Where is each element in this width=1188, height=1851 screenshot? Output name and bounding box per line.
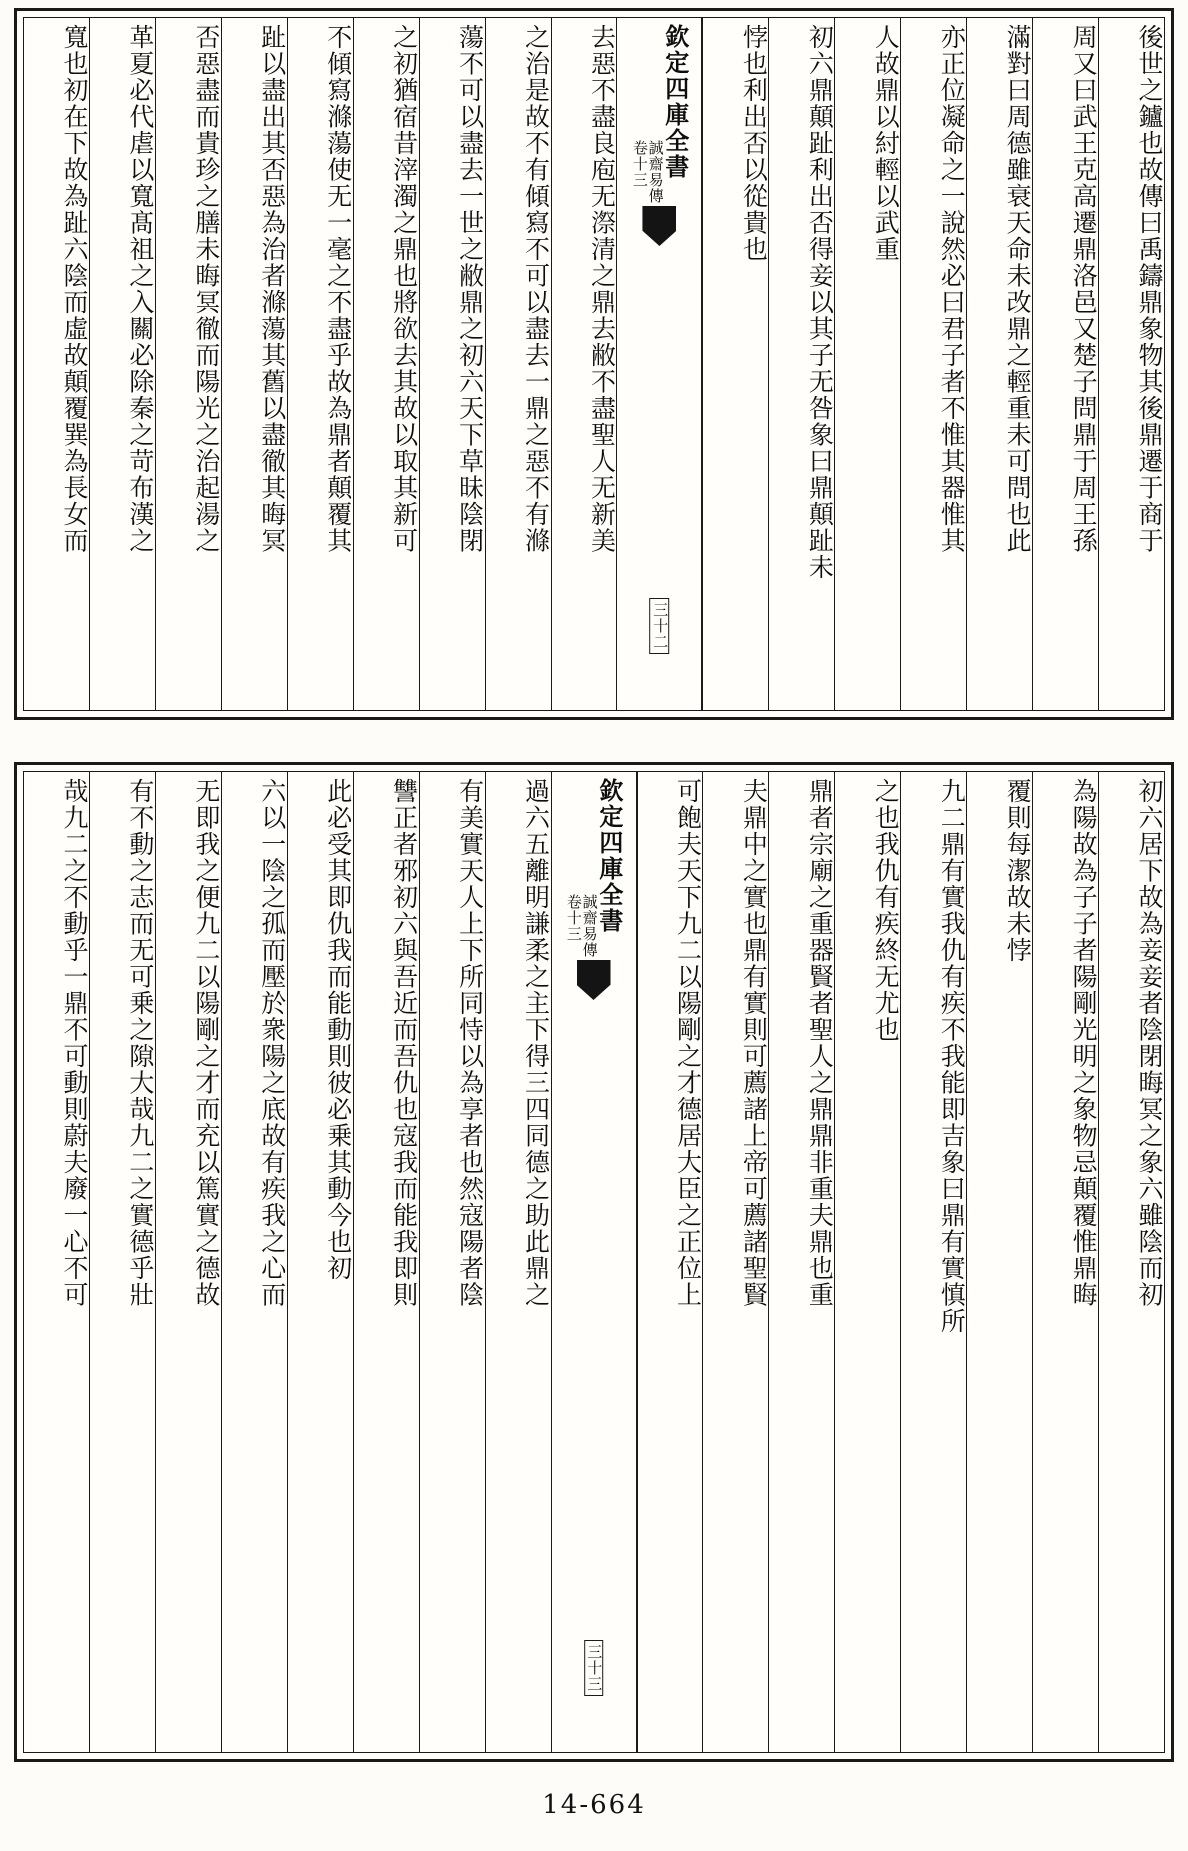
text-column: 九二鼎有實我仇有疾不我能即吉象曰鼎有實慎所 bbox=[900, 772, 966, 1752]
text-column: 周又曰武王克高遷鼎洛邑又楚子問鼎于周王孫 bbox=[1032, 18, 1098, 710]
text-column: 人故鼎以紂輕以武重 bbox=[834, 18, 900, 710]
page-number-bottom: 三十三 bbox=[584, 1640, 604, 1696]
page-top-frame bbox=[23, 17, 1165, 711]
text-column: 之治是故不有傾寫不可以盡去一鼎之惡不有滌 bbox=[485, 18, 551, 710]
text-column: 初六居下故為妾妾者陰閉晦冥之象六雖陰而初 bbox=[1098, 772, 1164, 1752]
text-column: 此必受其即仇我而能動則彼必乗其動今也初 bbox=[287, 772, 353, 1752]
text-column: 之也我仇有疾終无尤也 bbox=[834, 772, 900, 1752]
text-column: 否惡盡而貴珍之膳未晦冥徹而陽光之治起湯之 bbox=[155, 18, 221, 710]
text-column: 過六五離明謙柔之主下得三四同德之助此鼎之 bbox=[485, 772, 551, 1752]
text-column: 覆則每潔故未悖 bbox=[966, 772, 1032, 1752]
text-column: 革夏必代虐以寬髙祖之入關必除秦之苛布漢之 bbox=[89, 18, 155, 710]
text-column: 有不動之志而无可乗之隙大哉九二之實德乎壯 bbox=[89, 772, 155, 1752]
text-column: 讐正者邪初六與吾近而吾仇也寇我而能我即則 bbox=[353, 772, 419, 1752]
juan-label: 卷十三 bbox=[564, 894, 583, 942]
text-column: 趾以盡出其否惡為治者滌蕩其舊以盡徹其晦冥 bbox=[221, 18, 287, 710]
page-spine-top bbox=[616, 18, 702, 710]
text-column: 初六鼎顛趾利出否得妾以其子无咎象曰鼎顛趾未 bbox=[768, 18, 834, 710]
text-column: 六以一陰之孤而壓於衆陽之底故有疾我之心而 bbox=[221, 772, 287, 1752]
text-column: 无即我之便九二以陽剛之才而充以篤實之德故 bbox=[155, 772, 221, 1752]
text-column: 可飽夫天下九二以陽剛之才德居大臣之正位上 bbox=[637, 772, 703, 1752]
text-column: 為陽故為子子者陽剛光明之象物忌顛覆惟鼎晦 bbox=[1032, 772, 1098, 1752]
running-title: 誠齋易傳 bbox=[580, 894, 599, 958]
text-column: 滿對曰周德雖衰天命未改鼎之輕重未可問也此 bbox=[966, 18, 1032, 710]
text-column: 亦正位凝命之一說然必曰君子者不惟其器惟其 bbox=[900, 18, 966, 710]
text-column: 夫鼎中之實也鼎有實則可薦諸上帝可薦諸聖賢 bbox=[702, 772, 768, 1752]
footer-page-label: 14-664 bbox=[542, 1790, 646, 1820]
juan-label: 卷十三 bbox=[630, 140, 649, 188]
text-column: 後世之鑪也故傳曰禹鑄鼎象物其後鼎遷于商于 bbox=[1098, 18, 1164, 710]
running-title: 誠齋易傳 bbox=[646, 140, 665, 204]
text-column: 哉九二之不動乎一鼎不可動則蔚夫廢一心不可 bbox=[59, 778, 89, 1308]
text-column: 悖也利出否以從貴也 bbox=[702, 18, 768, 710]
page-number-top: 三十二 bbox=[650, 598, 670, 654]
text-column: 寬也初在下故為趾六陰而虛故顛覆巽為長女而 bbox=[59, 24, 89, 554]
page-bottom-columns bbox=[24, 772, 1164, 1752]
collection-title: 欽定四庫全書 bbox=[660, 24, 690, 180]
text-column: 有美實天人上下所同恃以為享者也然寇陽者陰 bbox=[419, 772, 485, 1752]
collection-title: 欽定四庫全書 bbox=[594, 778, 624, 934]
text-column: 不傾寫滌蕩使无一毫之不盡乎故為鼎者顛覆其 bbox=[287, 18, 353, 710]
text-column: 去惡不盡良庖无漈清之鼎去敝不盡聖人无新美 bbox=[551, 18, 617, 710]
page-top-columns bbox=[24, 18, 1164, 710]
text-column: 鼎者宗廟之重器賢者聖人之鼎鼎非重夫鼎也重 bbox=[768, 772, 834, 1752]
page-top bbox=[14, 8, 1174, 720]
text-column: 蕩不可以盡去一世之敝鼎之初六天下草昧陰閉 bbox=[419, 18, 485, 710]
page-bottom bbox=[14, 762, 1174, 1762]
text-column: 之初猶宿昔滓濁之鼎也將欲去其故以取其新可 bbox=[353, 18, 419, 710]
page-bottom-frame bbox=[23, 771, 1165, 1753]
page-spine-bottom bbox=[551, 772, 637, 1752]
